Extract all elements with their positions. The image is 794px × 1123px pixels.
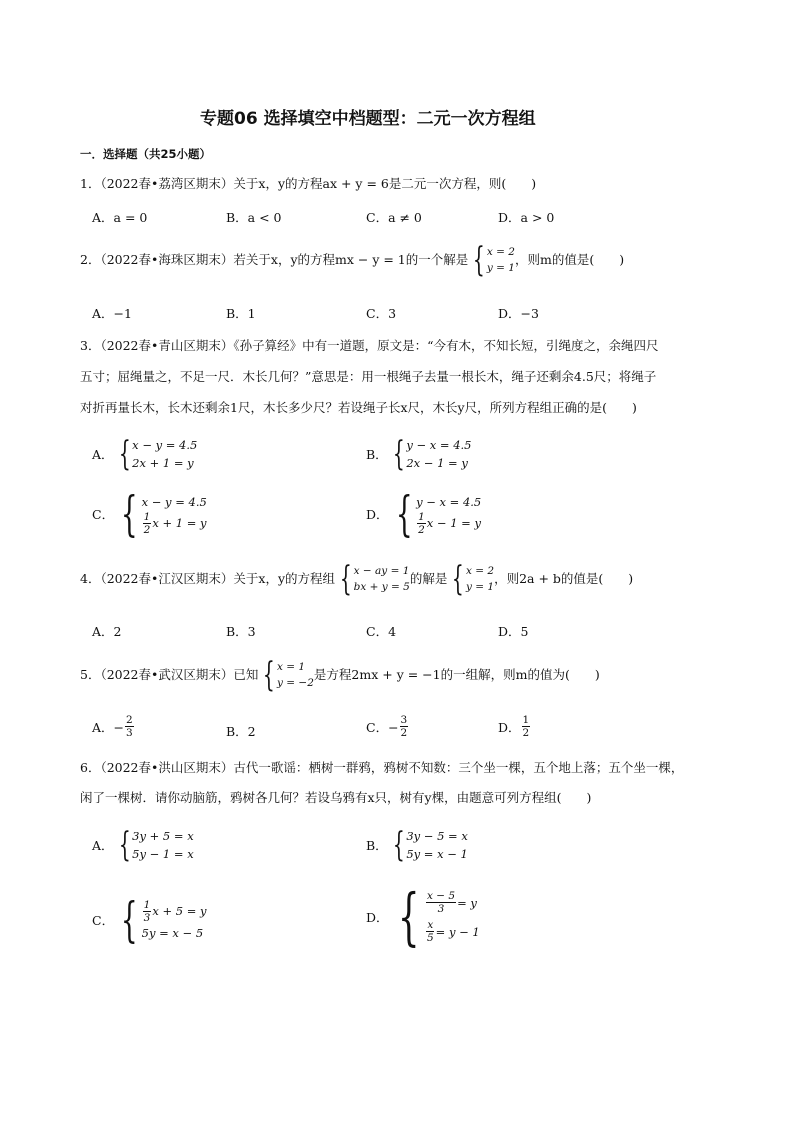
question-4-stem	[80, 559, 634, 599]
q3-option-d-label: D．	[366, 507, 389, 522]
q3-option-a-label: A．	[92, 447, 114, 462]
q5-stem-post: 是方程2mx + y = −1的一组解，则m的值为( )	[313, 667, 600, 682]
q6-option-c[interactable]	[92, 892, 207, 948]
q3-a-eq1: x − y = 4.5	[132, 438, 198, 452]
q4-stem-post: ，则2a + b的值是( )	[494, 571, 634, 586]
fraction-denominator: 3	[437, 903, 445, 915]
q5-option-c-label: C．−	[366, 719, 399, 735]
q5-option-d-label: D．	[498, 719, 521, 735]
q6-c-eq1-rest: x + 5 = y	[152, 904, 207, 918]
q4-system-eq1: x − ay = 1	[353, 565, 410, 577]
fraction-numerator: 1	[143, 510, 151, 523]
fraction-numerator: x	[427, 919, 434, 931]
q3-c-eq2	[142, 511, 207, 536]
q6-option-c-label: C．	[92, 913, 115, 928]
q5-solution-row1: x = 1	[277, 661, 306, 673]
q6-d-eq1-rest: = y	[457, 895, 477, 910]
q5-option-c[interactable]	[366, 714, 409, 739]
q1-option-d[interactable]: D．a > 0	[498, 210, 555, 225]
q4-solution-row2: y = 1	[466, 581, 495, 593]
brace-icon: {	[263, 655, 276, 695]
q3-d-eq2	[416, 511, 481, 536]
q6-d-eq2	[425, 919, 480, 944]
q6-option-b[interactable]	[366, 827, 468, 863]
fraction-denominator: 2	[522, 727, 530, 739]
q6-b-eq1: 3y − 5 = x	[406, 829, 468, 843]
question-3-line3: 对折再量长木，长木还剩余1尺，木长多少尺？若设绳子长x尺，木长y尺，所列方程组正确的是( )	[80, 400, 637, 415]
q3-b-eq1: y − x = 4.5	[406, 438, 472, 452]
page-title: 专题06 选择填空中档题型：二元一次方程组	[200, 109, 536, 129]
q4-stem-pre: 4．（2022春•江汉区期末）关于x，y的方程组	[80, 571, 335, 586]
q2-solution-system	[468, 240, 515, 280]
q4-option-b[interactable]: B．3	[226, 624, 256, 639]
brace-icon: {	[120, 892, 138, 948]
q4-option-c[interactable]: C．4	[366, 624, 397, 639]
q1-option-a[interactable]: A．a = 0	[92, 210, 148, 225]
question-5-stem	[80, 655, 600, 695]
q4-option-a[interactable]: A．2	[92, 624, 122, 639]
question-6-line2: 闲了一棵树．请你动脑筋，鸦树各几何？若设乌鸦有x只，树有y棵，由题意可列方程组( )	[80, 790, 592, 805]
q3-b-eq2: 2x − 1 = y	[406, 456, 468, 470]
q6-a-eq2: 5y − 1 = x	[132, 847, 194, 861]
q5-stem-pre: 5．（2022春•武汉区期末）已知	[80, 667, 259, 682]
q4-stem-mid: 的解是	[409, 571, 448, 586]
q4-option-d[interactable]: D．5	[498, 624, 529, 639]
q3-option-b[interactable]	[366, 436, 472, 472]
fraction-numerator: 2	[126, 714, 133, 726]
fraction-denominator: 3	[126, 727, 133, 739]
q3-option-b-label: B．	[366, 447, 388, 462]
fraction-denominator: 5	[426, 932, 434, 944]
q3-c-eq1: x − y = 4.5	[141, 494, 207, 509]
q2-solution-row2: y = 1	[486, 262, 515, 274]
q5-option-b[interactable]: B．2	[226, 724, 256, 739]
q3-option-d[interactable]	[366, 486, 482, 542]
q6-c-eq1	[142, 899, 207, 924]
section-heading: 一．选择题（共25小题）	[80, 147, 212, 161]
q4-system-eq2: bx + y = 5	[353, 581, 410, 593]
brace-icon: {	[118, 434, 131, 474]
brace-icon: {	[452, 559, 465, 599]
q2-solution-row1: x = 2	[486, 246, 515, 258]
q3-c-eq2-rest: x + 1 = y	[152, 516, 207, 530]
question-2-stem	[80, 240, 625, 280]
q3-option-c-label: C．	[92, 507, 115, 522]
brace-icon: {	[392, 434, 405, 474]
q2-option-d[interactable]: D．−3	[498, 306, 539, 321]
brace-icon: {	[120, 486, 138, 542]
fraction-numerator: 1	[418, 510, 425, 523]
q3-d-eq1: y − x = 4.5	[416, 494, 482, 509]
brace-icon: {	[392, 825, 405, 865]
q2-option-c[interactable]: C．3	[366, 306, 397, 321]
fraction-numerator: 1	[522, 714, 530, 726]
q1-option-b[interactable]: B．a < 0	[226, 210, 282, 225]
q6-a-eq1: 3y + 5 = x	[132, 829, 194, 843]
q2-option-a[interactable]: A．−1	[92, 306, 132, 321]
fraction-numerator: 3	[400, 714, 408, 726]
q2-option-b[interactable]: B．1	[226, 306, 256, 321]
brace-icon: {	[473, 240, 486, 280]
fraction-denominator: 2	[400, 727, 408, 739]
q6-d-eq1	[425, 890, 480, 915]
q6-option-a-label: A．	[92, 838, 114, 853]
q5-option-a-label: A．−	[92, 719, 125, 735]
q2-stem-post: ，则m的值是( )	[515, 252, 625, 267]
q4-solution-row1: x = 2	[466, 565, 495, 577]
brace-icon: {	[118, 825, 131, 865]
q6-d-eq2-rest: = y − 1	[435, 924, 480, 939]
fraction-denominator: 2	[143, 523, 151, 536]
q1-option-c[interactable]: C．a ≠ 0	[366, 210, 422, 225]
brace-icon: {	[397, 880, 420, 953]
q3-option-a[interactable]	[92, 436, 197, 472]
q6-option-b-label: B．	[366, 838, 388, 853]
q3-a-eq2: 2x + 1 = y	[132, 456, 194, 470]
fraction-denominator: 2	[418, 523, 425, 536]
brace-icon: {	[339, 559, 352, 599]
fraction-denominator: 3	[143, 911, 151, 924]
question-1-stem: 1．（2022春•荔湾区期末）关于x，y的方程ax + y = 6是二元一次方程，则( )	[80, 176, 537, 191]
question-3-line2: 五寸；屈绳量之，不足一尺．木长几何？”意思是：用一根绳子去量一根长木，绳子还剩余4.5尺；将绳子	[80, 369, 657, 384]
question-6-line1: 6．（2022春•洪山区期末）古代一歌谣：栖树一群鸦，鸦树不知数：三个坐一棵，五个地上落；五个坐一棵，	[80, 760, 684, 775]
question-3-line1: 3．（2022春•青山区期末）《孙子算经》中有一道题，原文是：“今有木，不知长短，引绳度之，余绳四尺	[80, 338, 659, 353]
q5-solution-row2: y = −2	[277, 677, 314, 689]
q6-option-d-label: D．	[366, 910, 389, 925]
fraction-numerator: 1	[143, 898, 151, 911]
q6-option-a[interactable]	[92, 827, 194, 863]
brace-icon: {	[395, 486, 413, 542]
q6-option-d[interactable]	[366, 880, 480, 953]
q2-stem-pre: 2．（2022春•海珠区期末）若关于x，y的方程mx − y = 1的一个解是	[80, 252, 469, 267]
fraction-numerator: x − 5	[426, 890, 456, 902]
q6-b-eq2: 5y = x − 1	[406, 847, 468, 861]
q3-d-eq2-rest: x − 1 = y	[426, 516, 481, 530]
q3-option-c[interactable]	[92, 486, 207, 542]
q5-option-d[interactable]	[498, 714, 531, 739]
q5-option-a[interactable]	[92, 714, 135, 739]
q6-c-eq2: 5y = x − 5	[141, 925, 204, 940]
